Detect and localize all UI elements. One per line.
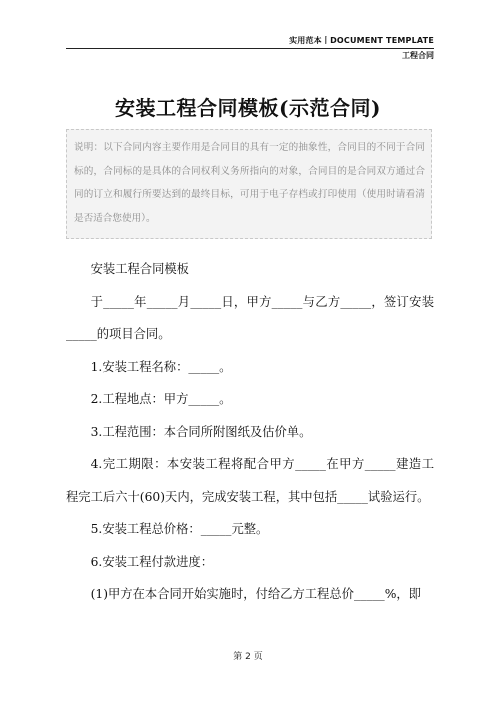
body-paragraph-heading: 安装工程合同模板 — [90, 262, 189, 276]
notice-box: 说明：以下合同内容主要作用是合同目的具有一定的抽象性，合同目的不同于合同标的，合同标的是具体的合同权利义务所指向的对象，合同目的是合同双方通过合同的订立和履行所要达到的最终目标，可用于电子存档或打印使用（使用时请看清是否适合您使用）。 — [66, 129, 432, 239]
header-category-label: 工程合同 — [402, 51, 434, 60]
document-body — [66, 253, 434, 611]
body-paragraph-payment-1: (1)甲方在本合同开始实施时，付给乙方工程总价_____%，即 — [90, 587, 421, 601]
page-number: 第 2 页 — [233, 652, 263, 662]
body-paragraph-total-price: 5.安装工程总价格：_____元整。 — [90, 522, 269, 536]
body-paragraph-signing: 于_____年_____月_____日，甲方_____与乙方_____，签订安装_____的项目合同。 — [66, 294, 434, 341]
page-header — [66, 36, 434, 61]
body-paragraph-deadline: 4.完工期限：本安装工程将配合甲方_____在甲方_____建造工程完工后六十(60)天内，完成安装工程，其中包括_____试验运行。 — [66, 457, 434, 504]
header-template-label: 实用范本丨DOCUMENT TEMPLATE — [66, 36, 434, 49]
body-paragraph-payment-schedule: 6.安装工程付款进度： — [90, 554, 213, 569]
body-paragraph-location: 2.工程地点：甲方_____。 — [90, 392, 232, 406]
body-paragraph-project-name: 1.安装工程名称：_____。 — [90, 359, 232, 374]
body-paragraph-scope: 3.工程范围：本合同所附图纸及估价单。 — [90, 424, 312, 439]
document-title: 安装工程合同模板(示范合同) — [115, 96, 381, 120]
